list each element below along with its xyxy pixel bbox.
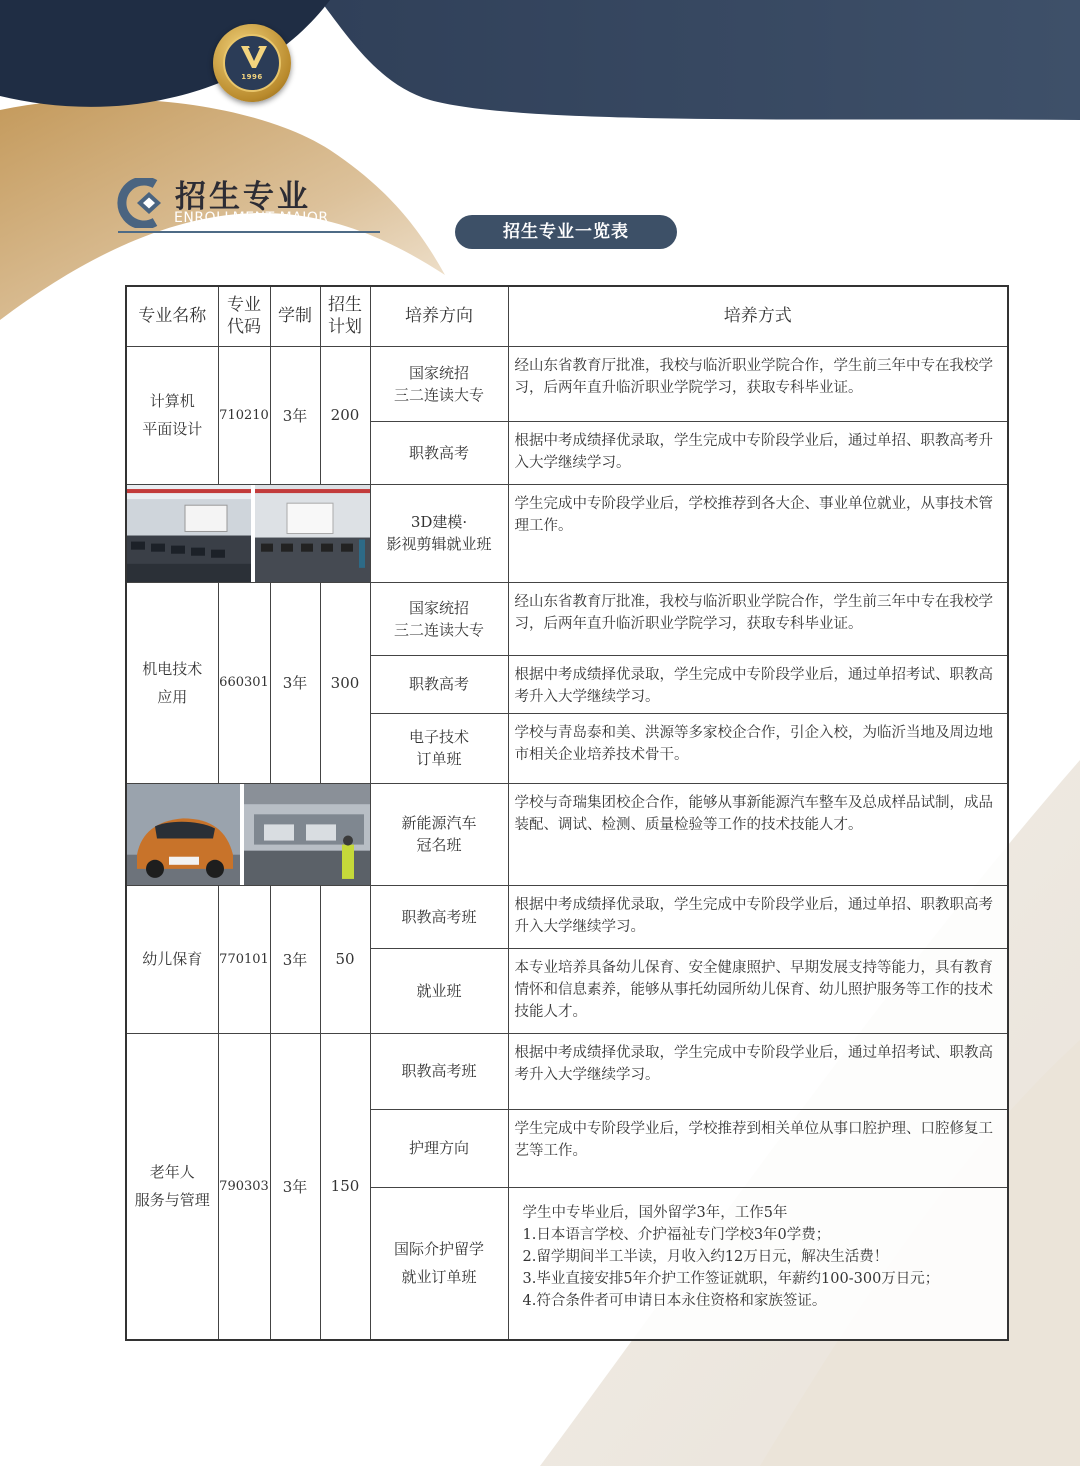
major-name: 老年人 服务与管理 bbox=[126, 1033, 218, 1340]
track-direction: 新能源汽车 冠名班 bbox=[370, 783, 508, 885]
track-direction: 电子技术 订单班 bbox=[370, 713, 508, 783]
track-direction: 国家统招 三二连读大专 bbox=[370, 582, 508, 655]
track-direction: 职教高考班 bbox=[370, 885, 508, 948]
track-direction: 国际介护留学 就业订单班 bbox=[370, 1187, 508, 1340]
col-header-duration: 学制 bbox=[270, 286, 320, 346]
classroom-photo-1 bbox=[127, 485, 251, 582]
logo-center bbox=[223, 34, 281, 92]
section-title: 招生专业 bbox=[175, 179, 311, 215]
col-header-name: 专业名称 bbox=[126, 286, 218, 346]
intl-line: 3.毕业直接安排5年介护工作签证就职，年薪约100-300万日元； bbox=[522, 1270, 940, 1287]
factory-photo-image bbox=[244, 784, 370, 885]
logo-mark-icon bbox=[239, 44, 269, 70]
col-header-direction: 培养方向 bbox=[370, 286, 508, 346]
table-row bbox=[126, 484, 1008, 582]
school-logo bbox=[213, 24, 291, 102]
track-method: 本专业培养具备幼儿保育、安全健康照护、早期发展支持等能力，具有教育情怀和信息素养，能够从事托幼园所幼儿保育、幼儿照护服务等工作的技术技能人才。 bbox=[508, 948, 1008, 1033]
major-duration: 3年 bbox=[270, 885, 320, 1033]
major-name: 幼儿保育 bbox=[126, 885, 218, 1033]
section-subtitle: ENROLLMENT MAJOR bbox=[174, 210, 329, 226]
factory-photo bbox=[244, 784, 370, 885]
section-logo-icon bbox=[115, 178, 173, 228]
photo-cell-computer bbox=[126, 484, 370, 582]
table-row bbox=[126, 1033, 1008, 1109]
table-header-row bbox=[126, 286, 1008, 346]
table-row bbox=[126, 783, 1008, 885]
logo-year: 1996 bbox=[241, 73, 263, 81]
track-direction: 职教高考 bbox=[370, 655, 508, 713]
col-header-method: 培养方式 bbox=[508, 286, 1008, 346]
track-method: 学生完成中专阶段学业后，学校推荐到相关单位从事口腔护理、口腔修复工艺等工作。 bbox=[508, 1109, 1008, 1187]
classroom-photo-1-image bbox=[127, 485, 251, 582]
major-name: 计算机 平面设计 bbox=[126, 346, 218, 484]
classroom-photo-2-image bbox=[255, 485, 370, 582]
major-code: 660301 bbox=[218, 582, 270, 783]
table-row bbox=[126, 582, 1008, 655]
intl-line: 4.符合条件者可申请日本永住资格和家族签证。 bbox=[522, 1292, 827, 1309]
track-method: 根据中考成绩择优录取，学生完成中专阶段学业后，通过单招考试、职教高考升入大学继续学习。 bbox=[508, 655, 1008, 713]
track-direction: 3D建模· 影视剪辑就业班 bbox=[370, 484, 508, 582]
major-plan: 150 bbox=[320, 1033, 370, 1340]
track-direction: 护理方向 bbox=[370, 1109, 508, 1187]
major-duration: 3年 bbox=[270, 346, 320, 484]
track-method: 经山东省教育厅批准，我校与临沂职业学院合作，学生前三年中专在我校学习，后两年直升临沂职业学院学习，获取专科毕业证。 bbox=[508, 582, 1008, 655]
track-direction: 职教高考 bbox=[370, 421, 508, 484]
major-plan: 50 bbox=[320, 885, 370, 1033]
track-method-intl bbox=[508, 1187, 1008, 1340]
table-row bbox=[126, 885, 1008, 948]
track-method: 根据中考成绩择优录取，学生完成中专阶段学业后，通过单招、职教高考升入大学继续学习。 bbox=[508, 421, 1008, 484]
major-plan: 300 bbox=[320, 582, 370, 783]
col-header-code: 专业 代码 bbox=[218, 286, 270, 346]
car-photo bbox=[127, 784, 240, 885]
track-direction: 就业班 bbox=[370, 948, 508, 1033]
track-method: 根据中考成绩择优录取，学生完成中专阶段学业后，通过单招考试、职教高考升入大学继续学习。 bbox=[508, 1033, 1008, 1109]
table-row bbox=[126, 346, 1008, 421]
enrollment-table bbox=[125, 285, 1009, 1341]
major-code: 790303 bbox=[218, 1033, 270, 1340]
table-title-pill: 招生专业一览表 bbox=[455, 215, 677, 249]
track-direction: 国家统招 三二连读大专 bbox=[370, 346, 508, 421]
classroom-photo-2 bbox=[255, 485, 370, 582]
track-method: 经山东省教育厅批准，我校与临沂职业学院合作，学生前三年中专在我校学习，后两年直升临沂职业学院学习，获取专科毕业证。 bbox=[508, 346, 1008, 421]
track-method: 根据中考成绩择优录取，学生完成中专阶段学业后，通过单招、职教职高考升入大学继续学习。 bbox=[508, 885, 1008, 948]
major-name: 机电技术 应用 bbox=[126, 582, 218, 783]
major-duration: 3年 bbox=[270, 582, 320, 783]
track-direction: 职教高考班 bbox=[370, 1033, 508, 1109]
col-header-plan: 招生 计划 bbox=[320, 286, 370, 346]
major-code: 710210 bbox=[218, 346, 270, 484]
track-method: 学校与奇瑞集团校企合作，能够从事新能源汽车整车及总成样品试制，成品装配、调试、检测、质量检验等工作的技术技能人才。 bbox=[508, 783, 1008, 885]
major-plan: 200 bbox=[320, 346, 370, 484]
major-code: 770101 bbox=[218, 885, 270, 1033]
photo-cell-auto bbox=[126, 783, 370, 885]
track-method: 学校与青岛泰和美、洪源等多家校企合作，引企入校，为临沂当地及周边地市相关企业培养技术骨干。 bbox=[508, 713, 1008, 783]
intl-line: 学生中专毕业后，国外留学3年，工作5年 bbox=[522, 1204, 788, 1221]
section-underline bbox=[118, 231, 380, 233]
intl-line: 1.日本语言学校、介护福祉专门学校3年0学费； bbox=[522, 1226, 831, 1243]
track-method: 学生完成中专阶段学业后，学校推荐到各大企、事业单位就业，从事技术管理工作。 bbox=[508, 484, 1008, 582]
major-duration: 3年 bbox=[270, 1033, 320, 1340]
car-photo-image bbox=[127, 784, 240, 885]
intl-line: 2.留学期间半工半读，月收入约12万日元，解决生活费！ bbox=[522, 1248, 889, 1265]
